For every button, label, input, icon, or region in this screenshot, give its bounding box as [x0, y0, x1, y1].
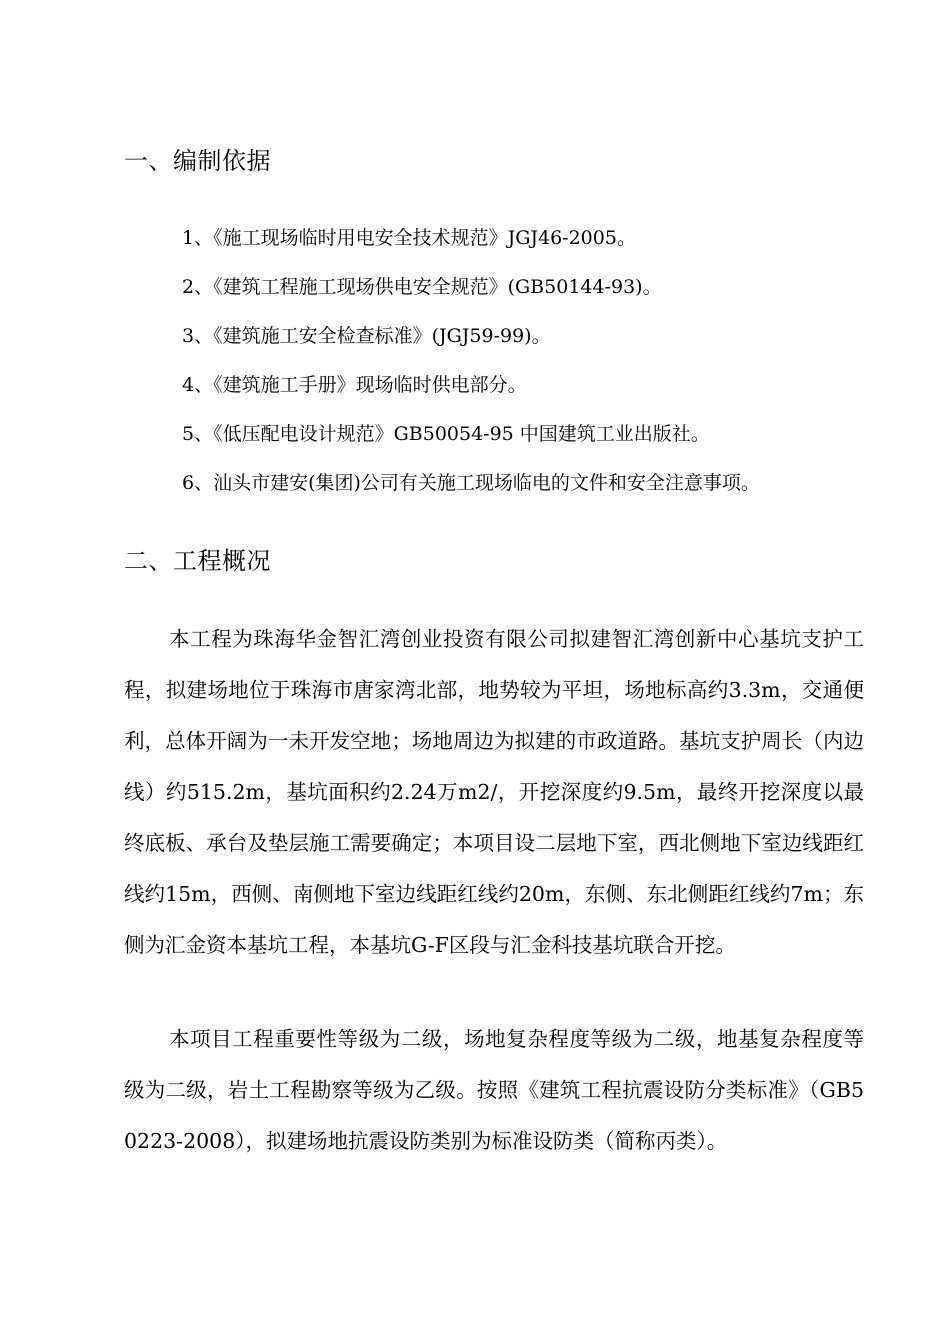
basis-item: 1、《施工现场临时用电安全技术规范》JGJ46-2005。	[182, 227, 636, 249]
section-heading-overview: 二、工程概况	[124, 547, 271, 575]
basis-item: 6、汕头市建安(集团)公司有关施工现场临电的文件和安全注意事项。	[182, 472, 760, 494]
classification-paragraph: 本项目工程重要性等级为二级，场地复杂程度等级为二级，地基复杂程度等级为二级，岩土工程勘察等级为乙级。按照《建筑工程抗震设防分类标准》（GB50223-2008），拟建场地抗震设防类别为标准设防类（简称丙类）。	[124, 1027, 864, 1153]
basis-list	[182, 223, 760, 517]
basis-item: 3、《建筑施工安全检查标准》(JGJ59-99)。	[182, 325, 551, 347]
section-heading-basis: 一、编制依据	[124, 147, 271, 175]
overview-paragraph: 本工程为珠海华金智汇湾创业投资有限公司拟建智汇湾创新中心基坑支护工程，拟建场地位于珠海市唐家湾北部，地势较为平坦，场地标高约3.3m，交通便利，总体开阔为一未开发空地；场地周边为拟建的市政道路。基坑支护周长（内边线）约515.2m，基坑面积约2.24万m2/，开挖深度约9.5m，最终开挖深度以最终底板、承台及垫层施工需要确定；本项目设二层地下室，西北侧地下室边线距红线约15m，西侧、南侧地下室边线距红线约20m，东侧、东北侧距红线约7m；东侧为汇金资本基坑工程，本基坑G-F区段与汇金科技基坑联合开挖。	[124, 627, 864, 957]
basis-item: 5、《低压配电设计规范》GB50054-95 中国建筑工业出版社。	[182, 423, 710, 445]
basis-item: 4、《建筑施工手册》现场临时供电部分。	[182, 374, 527, 396]
basis-item: 2、《建筑工程施工现场供电安全规范》(GB50144-93)。	[182, 276, 662, 298]
